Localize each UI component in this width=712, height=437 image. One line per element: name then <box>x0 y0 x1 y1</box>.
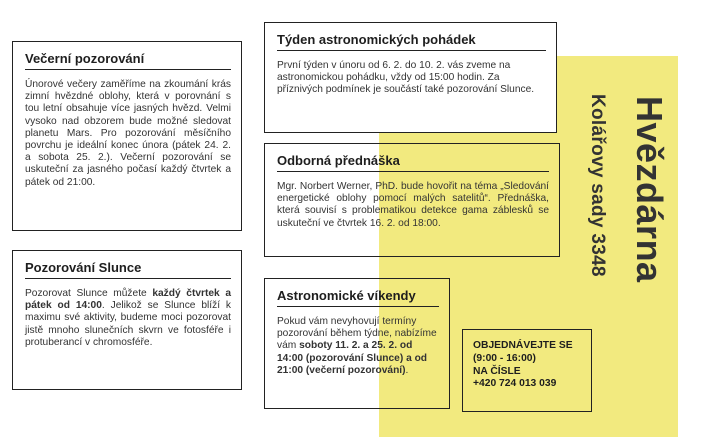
observatory-address: Kolářovy sady 3348 <box>587 94 608 277</box>
observatory-title: Hvězdárna <box>629 96 670 283</box>
card-heading: Týden astronomických pohádek <box>277 32 546 51</box>
card-lecture <box>264 143 560 257</box>
card-astronomy-weekends <box>264 278 450 409</box>
card-heading: Pozorování Slunce <box>25 260 231 279</box>
order-hours: (9:00 - 16:00) <box>473 352 536 364</box>
text-part: . <box>405 364 409 376</box>
text-part: Pozorovat Slunce můžete <box>25 288 153 299</box>
text-part: . Jelikož se Slunce blíží k maximu své aktivity, budeme moci pozorovat jistě mnoho slunečních skvrn ve fotosféře i protuberancí v chromosféře. <box>25 300 232 348</box>
text-part: Pokud vám nevyhovují termíny pozorování během týdne, nabízíme vám <box>277 316 437 352</box>
card-heading: Odborná přednáška <box>277 153 549 172</box>
card-text: Mgr. Norbert Werner, PhD. bude hovořit na téma „Sledování energetické oblohy pomocí malých satelitů“. Přednáška, která souvisí s problematikou detekce gama záblesků se uskuteční ve čtvrtek 16. 2. od 18:00. <box>277 181 549 229</box>
card-text: První týden v únoru od 6. 2. do 10. 2. vás zveme na astronomickou pohádku, vždy od 15:00 hodin. Za příznivých podmínek je součástí také pozorování Slunce. <box>277 60 535 96</box>
card-heading: Večerní pozorování <box>25 51 231 70</box>
order-line: OBJEDNÁVEJTE SE <box>473 340 573 351</box>
card-sun-observation <box>12 250 242 390</box>
card-text <box>277 316 439 377</box>
order-line: NA ČÍSLE <box>473 365 521 377</box>
text-bold-part: každý čtvrtek a pátek od 14:00 <box>25 288 231 312</box>
order-contact-box <box>462 329 592 412</box>
text-bold-part: soboty 11. 2. a 25. 2. od 14:00 (pozorování Slunce) a od 21:00 (večerní pozorování) <box>277 340 428 376</box>
card-heading: Astronomické víkendy <box>277 288 439 307</box>
card-evening-observation <box>12 41 242 231</box>
card-text <box>25 288 231 349</box>
card-text: Únorové večery zaměříme na zkoumání krás zimní hvězdné oblohy, která v porovnání s tou letní obsahuje více jasných hvězd. Velmi vysoko nad obzorem bude možné sledovat planetu Mars. Pro pozorování měsíčního povrchu je ideální konec února (pátek 24. 2. a sobota 25. 2.). Večerní pozorování se uskuteční za jasného počasí každý čtvrtek a pátek od 21:00. <box>25 79 231 188</box>
phone-number: +420 724 013 039 <box>473 378 557 390</box>
card-fairytale-week <box>264 22 557 133</box>
